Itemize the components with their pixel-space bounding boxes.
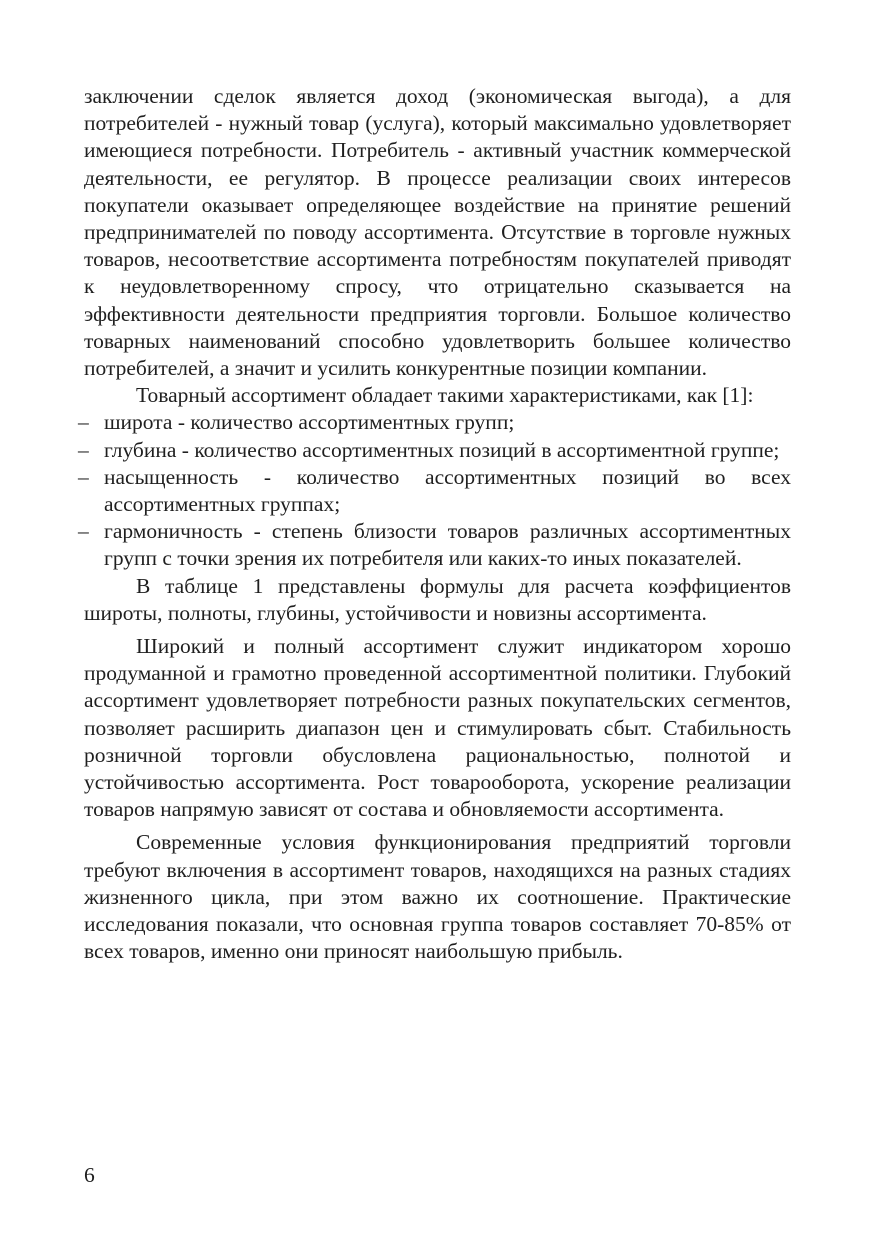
list-item-width bbox=[78, 409, 791, 436]
paragraph-table-reference: В таблице 1 представлены формулы для расчета коэффициентов широты, полноты, глубины, устойчивости и новизны ассортимента. bbox=[84, 573, 791, 625]
paragraph-continuation: заключении сделок является доход (экономическая выгода), а для потребителей - нужный товар (услуга), который максимально удовлетворяет имеющиеся потребности. Потребитель - активный участник коммерческой деятельности, ее регулятор. В процессе реализации своих интересов покупатели оказывает определяющее воздействие на принятие решений предпринимателей по поводу ассортимента. Отсутствие в торговле нужных товаров, несоответствие ассортимента потребностям покупателей приводят к неудовлетворенному спросу, что отрицательно сказывается на эффективности деятельности предприятия торговли. Большое количество товарных наименований способно удовлетворить большее количество потребителей, а значит и усилить конкурентные позиции компании. bbox=[84, 84, 791, 381]
list-dash-marker: – bbox=[78, 410, 89, 435]
document-page bbox=[78, 83, 791, 966]
paragraph-modern-conditions: Современные условия функционирования предприятий торговли требуют включения в ассортимент товаров, находящихся на разных стадиях жизненного цикла, при этом важно их соотношение. Практические исследования показали, что основная группа товаров составляет 70-85% от всех товаров, именно они приносят наибольшую прибыль. bbox=[84, 830, 791, 964]
list-dash-marker: – bbox=[78, 437, 89, 462]
list-item-depth bbox=[78, 437, 791, 464]
list-item-harmony bbox=[78, 518, 791, 572]
list-item-text: широта - количество ассортиментных групп; bbox=[104, 410, 515, 435]
paragraph-characteristics-intro: Товарный ассортимент обладает такими характеристиками, как [1]: bbox=[136, 383, 754, 408]
list-item-saturation bbox=[78, 464, 791, 518]
list-dash-marker: – bbox=[78, 519, 89, 544]
paragraph-assortment-policy: Широкий и полный ассортимент служит индикатором хорошо продуманной и грамотно проведенной ассортиментной политики. Глубокий ассортимент удовлетворяет потребности разных покупательских сегментов, позволяет расширить диапазон цен и стимулировать сбыт. Стабильность розничной торговли обусловлена рациональностью, полнотой и устойчивостью ассортимента. Рост товарооборота, ускорение реализации товаров напрямую зависят от состава и обновляемости ассортимента. bbox=[84, 634, 791, 822]
list-item-text: глубина - количество ассортиментных позиций в ассортиментной группе; bbox=[104, 437, 780, 462]
page-number: 6 bbox=[84, 1163, 95, 1187]
list-dash-marker: – bbox=[78, 464, 89, 489]
list-item-text: гармоничность - степень близости товаров различных ассортиментных групп с точки зрения их потребителя или каких-то иных показателей. bbox=[104, 519, 791, 571]
characteristics-list bbox=[78, 409, 791, 572]
list-item-text: насыщенность - количество ассортиментных позиций во всех ассортиментных группах; bbox=[104, 464, 791, 517]
